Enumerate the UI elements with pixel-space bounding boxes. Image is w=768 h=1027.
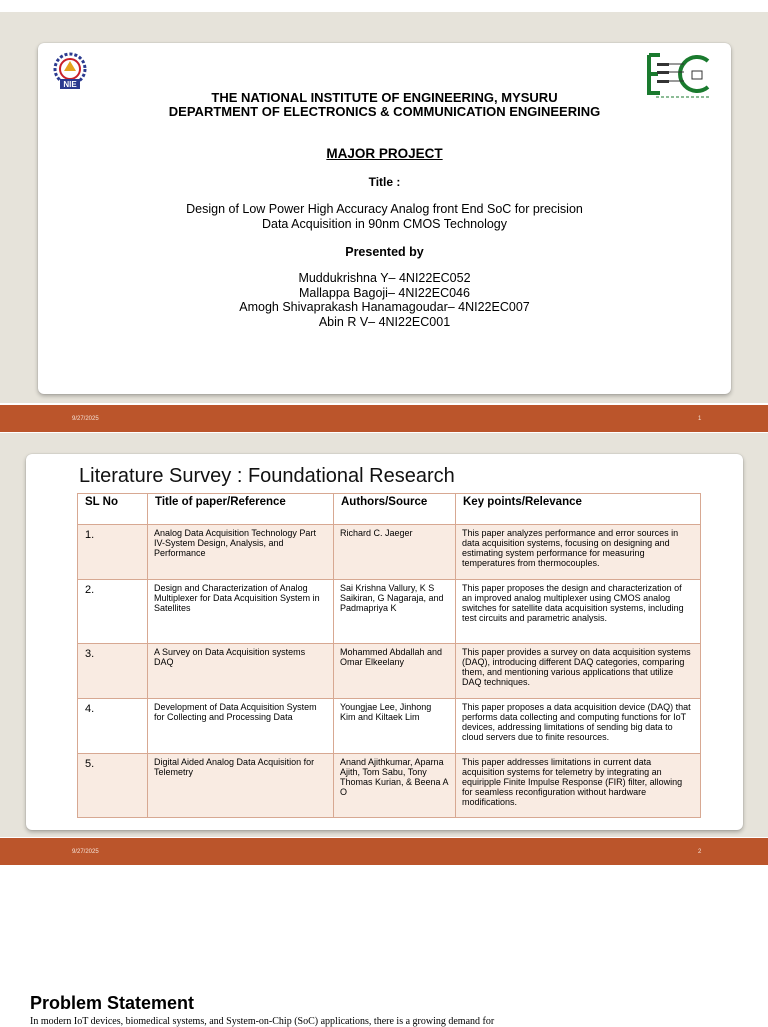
title-label: Title : bbox=[368, 175, 401, 189]
row-title: Design and Characterization of Analog Multiplexer for Data Acquisition System in Satellites bbox=[148, 580, 334, 644]
department-name: DEPARTMENT OF ELECTRONICS & COMMUNICATION ENGINEERING bbox=[168, 104, 601, 119]
author-2: Mallappa Bagoji– 4NI22EC046 bbox=[299, 285, 470, 300]
author-4: Abin R V– 4NI22EC001 bbox=[318, 314, 451, 329]
header-sl-no: SL No bbox=[78, 494, 148, 525]
table-row bbox=[78, 644, 701, 699]
row-title: A Survey on Data Acquisition systems DAQ bbox=[148, 644, 334, 699]
slide-number: 1 bbox=[698, 416, 702, 422]
project-title-line-1: Design of Low Power High Accuracy Analog front End SoC for precision bbox=[186, 202, 583, 216]
slide-1-footer bbox=[0, 405, 768, 432]
row-sl: 2. bbox=[78, 580, 148, 644]
row-title: Analog Data Acquisition Technology Part IV-System Design, Analysis, and Performance bbox=[148, 525, 334, 580]
row-title: Development of Data Acquisition System for Collecting and Processing Data bbox=[148, 699, 334, 754]
row-key-points: This paper proposes a data acquisition device (DAQ) that performs data collecting and computing functions for IoT devices, addressing limitations of sending big data to cloud servers due to finite resources. bbox=[456, 699, 701, 754]
table-row bbox=[78, 580, 701, 644]
header-key-points: Key points/Relevance bbox=[456, 494, 701, 525]
literature-table bbox=[77, 493, 701, 818]
problem-statement-text: In modern IoT devices, biomedical systems, and System-on-Chip (SoC) applications, there is a growing demand for bbox=[30, 1016, 495, 1027]
table-row bbox=[78, 699, 701, 754]
title-card bbox=[38, 43, 731, 394]
table-header-row bbox=[78, 494, 701, 525]
slide-number: 2 bbox=[698, 849, 702, 855]
slide-title: Literature Survey : Foundational Research bbox=[79, 465, 455, 487]
row-authors: Anand Ajithkumar, Aparna Ajith, Tom Sabu, Tony Thomas Kurian, & Beena A O bbox=[334, 754, 456, 818]
row-key-points: This paper addresses limitations in current data acquisition systems for telemetry by integrating an equiripple Finite Impulse Response (FIR) filter, allowing for seamless reconfiguration without hardware modifications. bbox=[456, 754, 701, 818]
row-key-points: This paper proposes the design and characterization of an improved analog multiplexer using CMOS analog switches for satellite data acquisition systems, including test circuits and parametric analysis. bbox=[456, 580, 701, 644]
table-row bbox=[78, 754, 701, 818]
row-sl: 1. bbox=[78, 525, 148, 580]
presented-by-label: Presented by bbox=[345, 245, 424, 259]
footer-date: 9/27/2025 bbox=[72, 849, 99, 855]
row-sl: 4. bbox=[78, 699, 148, 754]
author-1: Muddukrishna Y– 4NI22EC052 bbox=[298, 271, 471, 285]
author-3: Amogh Shivaprakash Hanamagoudar– 4NI22EC007 bbox=[239, 300, 530, 314]
major-project-heading: MAJOR PROJECT bbox=[326, 146, 443, 161]
header-title: Title of paper/Reference bbox=[148, 494, 334, 525]
slide-2 bbox=[0, 433, 768, 837]
footer-date: 9/27/2025 bbox=[72, 416, 99, 422]
table-row bbox=[78, 525, 701, 580]
literature-survey-card bbox=[26, 454, 743, 830]
row-authors: Sai Krishna Vallury, K S Saikiran, G Nagaraja, and Padmapriya K bbox=[334, 580, 456, 644]
slide-1 bbox=[0, 12, 768, 403]
row-authors: Mohammed Abdallah and Omar Elkeelany bbox=[334, 644, 456, 699]
row-key-points: This paper analyzes performance and error sources in data acquisition systems, focusing on designing and estimating system performance for measuring temperatures from thermocouples. bbox=[456, 525, 701, 580]
row-key-points: This paper provides a survey on data acquisition systems (DAQ), introducing different DAQ categories, comparing them, and mentioning various applications that utilize DAQ techniques. bbox=[456, 644, 701, 699]
row-title: Digital Aided Analog Data Acquisition for Telemetry bbox=[148, 754, 334, 818]
slide-2-footer bbox=[0, 838, 768, 865]
row-authors: Youngjae Lee, Jinhong Kim and Kiltaek Lim bbox=[334, 699, 456, 754]
row-authors: Richard C. Jaeger bbox=[334, 525, 456, 580]
header-authors: Authors/Source bbox=[334, 494, 456, 525]
project-title-line-2: Data Acquisition in 90nm CMOS Technology bbox=[261, 217, 508, 231]
svg-text:NIE: NIE bbox=[63, 80, 77, 89]
row-sl: 3. bbox=[78, 644, 148, 699]
institute-name: THE NATIONAL INSTITUTE OF ENGINEERING, MYSURU bbox=[211, 90, 558, 105]
row-sl: 5. bbox=[78, 754, 148, 818]
problem-statement-heading: Problem Statement bbox=[30, 993, 195, 1013]
